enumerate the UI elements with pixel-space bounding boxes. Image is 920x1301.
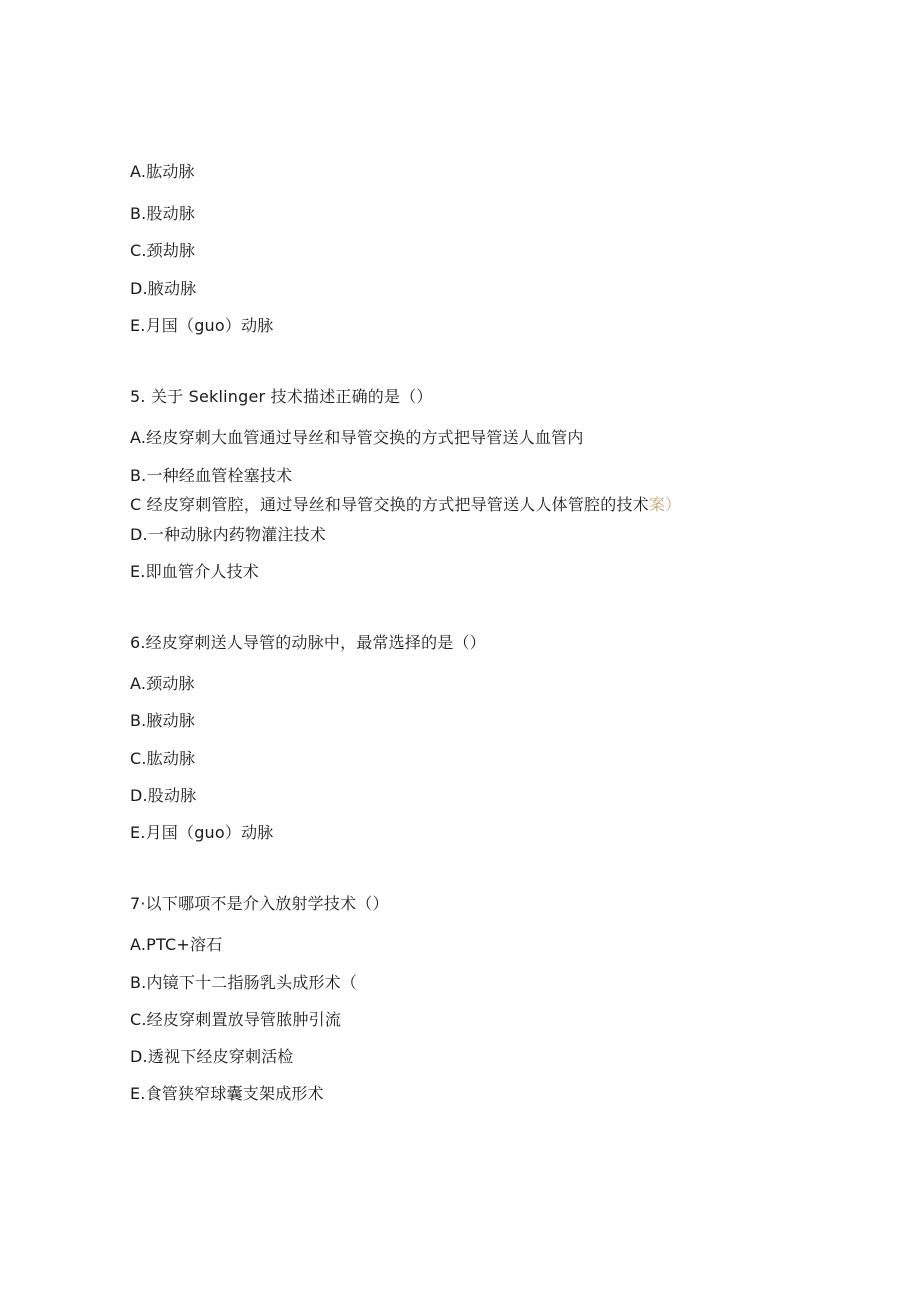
q5-option-c-text: C 经皮穿刺管腔，通过导丝和导管交换的方式把导管送人人体管腔的技术 bbox=[130, 495, 649, 514]
q7-option-c: C.经皮穿刺置放导管脓肿引流 bbox=[130, 1010, 342, 1029]
q6-option-e: E.月国（guo）动脉 bbox=[130, 823, 274, 842]
q4-option-a: A.肱动脉 bbox=[130, 162, 195, 181]
q6-option-a: A.颈动脉 bbox=[130, 674, 195, 693]
q5-option-c bbox=[130, 494, 681, 516]
q5-option-d: D.一种动脉内药物灌注技术 bbox=[130, 525, 327, 544]
q7-option-d: D.透视下经皮穿刺活检 bbox=[130, 1047, 294, 1066]
q6-option-c: C.肱动脉 bbox=[130, 749, 196, 768]
q6-option-b: B.腋动脉 bbox=[130, 711, 196, 730]
q6-stem: 6.经皮穿刺送人导管的动脉中，最常选择的是（） bbox=[130, 633, 486, 652]
q7-stem: 7·以下哪项不是介入放射学技术（） bbox=[130, 894, 389, 913]
q7-option-e: E.食管狭窄球囊支架成形术 bbox=[130, 1084, 324, 1103]
q5-stem: 5. 关于 Seklinger 技术描述正确的是（） bbox=[130, 387, 433, 406]
q4-option-b: B.股动脉 bbox=[130, 204, 196, 223]
q4-option-d: D.腋动脉 bbox=[130, 279, 197, 298]
q7-option-b: B.内镜下十二指肠乳头成形术（ bbox=[130, 973, 358, 992]
q5-option-a: A.经皮穿刺大血管通过导丝和导管交换的方式把导管送人血管内 bbox=[130, 428, 584, 447]
q5-option-c-trailing: 案） bbox=[648, 495, 682, 514]
q4-option-c: C.颈劫脉 bbox=[130, 241, 196, 260]
q7-option-a: A.PTC+溶石 bbox=[130, 935, 223, 954]
q4-option-e: E.月国（guo）动脉 bbox=[130, 316, 274, 335]
q6-option-d: D.股动脉 bbox=[130, 786, 197, 805]
q5-option-b: B.一种经血管栓塞技术 bbox=[130, 466, 293, 485]
q5-option-e: E.即血管介人技术 bbox=[130, 562, 259, 581]
